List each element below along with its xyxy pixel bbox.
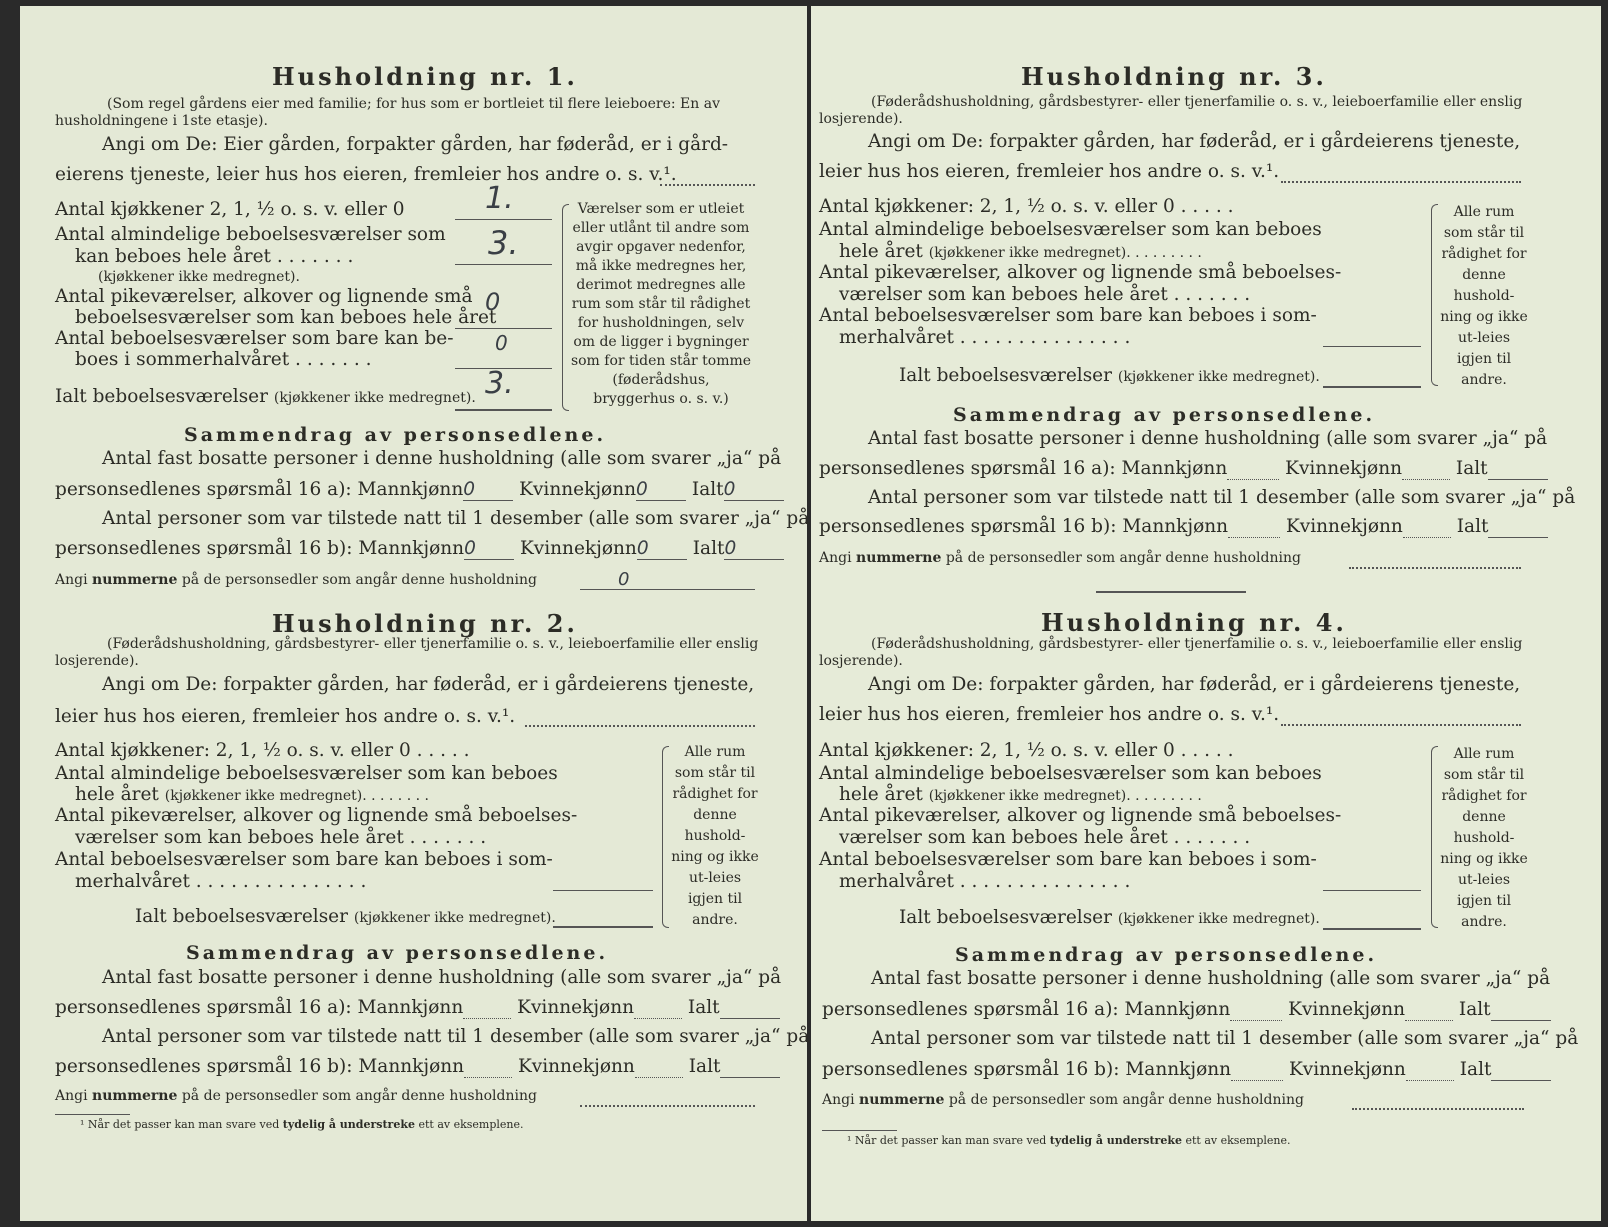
h1-alm-label-3: (kjøkkener ikke medregnet). [98,269,300,285]
h3-nummer-post: på de personsedler som angår denne husholdning [945,550,1301,566]
h4-pike-label-1: Antal pikeværelser, alkover og lignende små beboelses- [819,805,1342,826]
h1-angi-line [660,184,755,186]
h4-title: Husholdning nr. 4. [1041,608,1347,637]
h2-natt-m-label: personsedlenes spørsmål 16 b): Mannkjønn [55,1056,465,1077]
h2-alm-label-1: Antal almindelige beboelsesværelser som kan beboes [55,763,558,784]
h1-angi-1: Angi om De: Eier gården, forpakter gården, har føderåd, er i gård- [102,134,729,155]
h3-natt-1: Antal personer som var tilstede natt til 1 desember (alle som svarer „ja“ på [868,487,1576,508]
h4-natt-m-line [1231,1059,1283,1081]
h1-pike-label-1: Antal pikeværelser, alkover og lignende små [55,286,473,307]
h1-paren: (Som regel gårdens eier med familie; for hus som er bortleiet til flere leieboere: En av husholdningene i 1ste etasje). [55,96,720,129]
h1-side-brace [562,204,569,411]
h2-ialt-label [135,906,556,927]
h4-nummer-line [1352,1108,1524,1110]
h2-fast-i-line [720,997,780,1019]
h1-angi-2: eierens tjeneste, leier hus hos eieren, fremleier hos andre o. s. v.¹. [55,164,677,185]
h4-fast-k-line [1405,999,1453,1021]
h1-ialt-value: 3. [485,366,514,401]
h4-footnote-rule [822,1130,897,1131]
h2-ialt-text: Ialt beboelsesværelser [135,906,348,927]
h1-fast-m-label: personsedlenes spørsmål 16 a): Mannkjønn [55,479,464,500]
h1-som-label-2: boes i sommerhalvåret . . . . . . . [75,349,372,370]
h2-fast-1: Antal fast bosatte personer i denne husholdning (alle som svarer „ja“ på [102,967,782,988]
h4-fast-2 [822,999,1551,1021]
h4-pike-label-2: værelser som kan beboes hele året . . . . . . . [839,827,1251,848]
h4-fast-1: Antal fast bosatte personer i denne husholdning (alle som svarer „ja“ på [871,968,1551,989]
h4-ialt-line [1323,928,1421,930]
h3-fast-m-line [1227,458,1279,480]
h3-som-label-1: Antal beboelsesværelser som bare kan beboes i som- [819,305,1317,326]
h2-fast-i-label: Ialt [687,997,720,1018]
h2-footnote-bold: tydelig å understreke [282,1118,415,1131]
h2-natt-k-line [635,1056,683,1078]
h4-footnote-pre: ¹ Når det passer kan man svare ved [847,1134,1047,1147]
h1-side-note: Værelser som er utleiet eller utlånt til andre som avgir opgaver nedenfor, må ikke medregnes her, derimot medregnes alle rum som står til rådighet for husholdningen, selv om de ligger i bygninger som for tiden står tomme (føderådshus, bryggerhus o. s. v.) [570,201,752,407]
h1-pike-value: 0 [485,288,501,316]
h3-title: Husholdning nr. 3. [1021,62,1327,91]
h3-alm-text: hele året [839,241,923,262]
h3-angi-line [1281,181,1521,183]
h2-side-brace [662,746,669,928]
h4-ialt-label [899,907,1320,928]
h1-kjokken-label: Antal kjøkkener 2, 1, ½ o. s. v. eller 0 [55,199,405,220]
h1-nummer-pre: Angi [55,572,88,588]
h2-footnote [80,1118,524,1131]
h4-side-brace [1431,746,1438,928]
h4-angi-1: Angi om De: forpakter gården, har føderåd, er i gårdeierens tjeneste, [868,674,1521,695]
h2-footnote-post: ett av eksemplene. [418,1118,524,1131]
h1-som-label-1: Antal beboelsesværelser som bare kan be- [55,328,454,349]
h1-pike-line [455,328,552,329]
h4-paren: (Føderådshusholdning, gårdsbestyrer- eller tjenerfamilie o. s. v., leieboerfamilie eller enslig losjerende). [819,636,1523,669]
h4-alm-label-1: Antal almindelige beboelsesværelser som kan beboes [819,763,1322,784]
h1-alm-label-1: Antal almindelige beboelsesværelser som [55,224,446,245]
h1-som-value: 0 [495,331,508,355]
h1-ialt-note: (kjøkkener ikke medregnet). [273,390,476,406]
h1-nummer [55,572,537,588]
h3-nummer-pre: Angi [819,550,852,566]
h1-pike-label-2: beboelsesværelser som kan beboes hele året [75,307,497,328]
h2-angi-2: leier hus hos eieren, fremleier hos andre o. s. v.¹. [55,706,516,727]
h3-ialt-label [899,365,1320,386]
h1-nummer-line [580,589,755,590]
h2-fast-2 [55,997,780,1019]
h3-kjokken-label: Antal kjøkkener: 2, 1, ½ o. s. v. eller 0 . . . . . [819,196,1234,217]
h2-som-label-2: merhalvåret . . . . . . . . . . . . . . . [75,871,367,892]
h4-som-label-1: Antal beboelsesværelser som bare kan beboes i som- [819,849,1317,870]
h1-kjokken-line [455,219,552,220]
h4-fast-i-line [1491,999,1551,1021]
h2-natt-m-line [464,1056,512,1078]
h3-fast-i-label: Ialt [1455,458,1488,479]
h3-fast-k-label: Kvinnekjønn [1285,458,1403,479]
h4-som-label-2: merhalvåret . . . . . . . . . . . . . . . [839,871,1131,892]
h3-sum-title: Sammendrag av personsedlene. [953,404,1376,426]
h2-pike-label-1: Antal pikeværelser, alkover og lignende små beboelses- [55,805,578,826]
h3-side-note: Alle rum som står til rådighet for denne hushold-ning og ikke ut-leies igjen til andre. [1440,204,1528,388]
right-page [811,6,1601,1221]
h2-nummer-post: på de personsedler som angår denne husholdning [181,1088,537,1104]
h4-side-note: Alle rum som står til rådighet for denne hushold-ning og ikke ut-leies igjen til andre. [1440,746,1528,930]
h2-alm-label-2 [75,784,429,805]
h1-fast-2 [55,479,784,501]
h1-title: Husholdning nr. 1. [272,62,578,91]
h2-alm-note: (kjøkkener ikke medregnet). . . . . . . . [164,788,429,804]
h2-natt-k-label: Kvinnekjønn [517,1056,635,1077]
h2-pike-label-2: værelser som kan beboes hele året . . . . . . . [75,827,487,848]
h4-angi-2: leier hus hos eieren, fremleier hos andre o. s. v.¹. [819,704,1280,725]
h3-fast-2 [819,458,1548,480]
h2-kjokken-label: Antal kjøkkener: 2, 1, ½ o. s. v. eller 0 . . . . . [55,740,470,761]
h2-nummer-pre: Angi [55,1088,88,1104]
h2-natt-2 [55,1056,780,1078]
h1-fast-m-value: 0 [463,479,513,501]
h1-ialt-line [455,409,552,411]
h4-fast-k-label: Kvinnekjønn [1288,999,1406,1020]
h3-natt-i-label: Ialt [1456,516,1489,537]
h1-nummer-bold: nummerne [92,572,178,588]
h3-pike-label-2: værelser som kan beboes hele året . . . . . . . [839,284,1251,305]
h4-nummer-bold: nummerne [859,1092,945,1108]
h2-fast-m-line [463,997,511,1019]
h2-natt-1: Antal personer som var tilstede natt til 1 desember (alle som svarer „ja“ på [102,1026,810,1047]
h2-paren: (Føderådshusholdning, gårdsbestyrer- eller tjenerfamilie o. s. v., leieboerfamilie eller enslig losjerende). [55,636,759,669]
h3-paren: (Føderådshusholdning, gårdsbestyrer- eller tjenerfamilie o. s. v., leieboerfamilie eller enslig losjerende). [819,94,1523,127]
h2-nummer-bold: nummerne [92,1088,178,1104]
h2-angi-line [525,725,755,727]
h4-natt-m-label: personsedlenes spørsmål 16 b): Mannkjønn [822,1059,1232,1080]
h3-som-line [1323,346,1421,347]
h4-natt-1: Antal personer som var tilstede natt til 1 desember (alle som svarer „ja“ på [871,1028,1579,1049]
h4-ialt-note: (kjøkkener ikke medregnet). [1117,911,1320,927]
h1-fast-i-label: Ialt [691,479,724,500]
h1-ialt-label [55,386,476,407]
h3-ialt-line [1323,386,1421,388]
h3-ialt-text: Ialt beboelsesværelser [899,365,1112,386]
h4-natt-k-label: Kvinnekjønn [1288,1059,1406,1080]
h1-fast-i-value: 0 [724,479,784,501]
h3-fast-m-label: personsedlenes spørsmål 16 a): Mannkjønn [819,458,1228,479]
h3-alm-note: (kjøkkener ikke medregnet). . . . . . . . . [928,245,1202,261]
h1-natt-2 [55,538,784,560]
h1-natt-k-value: 0 [637,538,687,560]
h2-som-label-1: Antal beboelsesværelser som bare kan beboes i som- [55,849,553,870]
h4-sum-title: Sammendrag av personsedlene. [955,944,1378,966]
h1-alm-line [455,264,552,265]
h4-alm-note: (kjøkkener ikke medregnet). . . . . . . . . [928,788,1202,804]
h1-fast-k-value: 0 [636,479,686,501]
h2-footnote-rule [55,1114,130,1115]
h2-footnote-pre: ¹ Når det passer kan man svare ved [80,1118,280,1131]
h4-natt-2 [822,1059,1551,1081]
h2-nummer-line [580,1105,755,1107]
h3-natt-i-line [1488,516,1548,538]
h2-title: Husholdning nr. 2. [272,609,578,638]
h3-angi-1: Angi om De: forpakter gården, har føderåd, er i gårdeierens tjeneste, [868,131,1521,152]
h1-kjokken-value: 1. [485,181,514,216]
h2-side-note: Alle rum som står til rådighet for denne hushold-ning og ikke ut-leies igjen til andre. [671,744,759,928]
h2-angi-1: Angi om De: forpakter gården, har føderåd, er i gårdeierens tjeneste, [102,674,755,695]
h4-ialt-text: Ialt beboelsesværelser [899,907,1112,928]
h4-natt-i-line [1491,1059,1551,1081]
h1-nummer-value: 0 [618,569,630,590]
h4-alm-label-2 [839,784,1202,805]
h1-natt-m-value: 0 [464,538,514,560]
h1-natt-k-label: Kvinnekjønn [519,538,637,559]
h4-angi-line [1281,724,1521,726]
h3-fast-i-line [1488,458,1548,480]
h4-fast-m-label: personsedlenes spørsmål 16 a): Mannkjønn [822,999,1231,1020]
h2-natt-i-line [720,1056,780,1078]
section-divider [1096,591,1246,593]
h2-fast-m-label: personsedlenes spørsmål 16 a): Mannkjønn [55,997,464,1018]
h3-alm-label-2 [839,241,1202,262]
h1-nummer-post: på de personsedler som angår denne husholdning [181,572,537,588]
h2-ialt-line [553,926,653,928]
h2-nummer [55,1088,537,1104]
h2-natt-i-label: Ialt [688,1056,721,1077]
h1-ialt-text: Ialt beboelsesværelser [55,386,268,407]
h1-alm-value: 3. [488,224,519,262]
h3-natt-k-label: Kvinnekjønn [1285,516,1403,537]
h4-nummer [822,1092,1304,1108]
h1-alm-label-2: kan beboes hele året . . . . . . . [75,246,354,267]
h4-fast-m-line [1230,999,1282,1021]
h4-nummer-pre: Angi [822,1092,855,1108]
left-page [20,6,810,1221]
h4-nummer-post: på de personsedler som angår denne husholdning [948,1092,1304,1108]
h2-alm-text: hele året [75,784,159,805]
h3-angi-2: leier hus hos eieren, fremleier hos andre o. s. v.¹. [819,161,1280,182]
h1-natt-i-value: 0 [724,538,784,560]
h1-fast-k-label: Kvinnekjønn [519,479,637,500]
h4-natt-i-label: Ialt [1459,1059,1492,1080]
h3-natt-m-label: personsedlenes spørsmål 16 b): Mannkjønn [819,516,1229,537]
h3-natt-k-line [1403,516,1451,538]
h3-fast-1: Antal fast bosatte personer i denne husholdning (alle som svarer „ja“ på [868,428,1548,449]
h2-fast-k-line [634,997,682,1019]
h3-pike-label-1: Antal pikeværelser, alkover og lignende små beboelses- [819,262,1342,283]
h4-som-line [1323,890,1421,891]
h1-natt-1: Antal personer som var tilstede natt til 1 desember (alle som svarer „ja“ på [102,508,810,529]
h3-ialt-note: (kjøkkener ikke medregnet). [1117,369,1320,385]
h2-sum-title: Sammendrag av personsedlene. [186,942,609,964]
h4-footnote [847,1134,1291,1147]
h3-fast-k-line [1402,458,1450,480]
h4-footnote-post: ett av eksemplene. [1185,1134,1291,1147]
h4-natt-k-line [1406,1059,1454,1081]
h3-natt-2 [819,516,1548,538]
h4-alm-text: hele året [839,784,923,805]
h4-kjokken-label: Antal kjøkkener: 2, 1, ½ o. s. v. eller 0 . . . . . [819,740,1234,761]
h3-som-label-2: merhalvåret . . . . . . . . . . . . . . . [839,327,1131,348]
h4-fast-i-label: Ialt [1458,999,1491,1020]
h3-nummer [819,550,1301,566]
h3-nummer-line [1349,567,1521,569]
h3-alm-label-1: Antal almindelige beboelsesværelser som kan beboes [819,219,1322,240]
h2-fast-k-label: Kvinnekjønn [517,997,635,1018]
h2-ialt-note: (kjøkkener ikke medregnet). [353,910,556,926]
h1-natt-i-label: Ialt [692,538,725,559]
h1-fast-1: Antal fast bosatte personer i denne husholdning (alle som svarer „ja“ på [102,448,782,469]
h4-footnote-bold: tydelig å understreke [1049,1134,1182,1147]
h3-natt-m-line [1228,516,1280,538]
h1-natt-m-label: personsedlenes spørsmål 16 b): Mannkjønn [55,538,465,559]
h1-sum-title: Sammendrag av personsedlene. [184,424,607,446]
h3-nummer-bold: nummerne [856,550,942,566]
h3-side-brace [1431,204,1438,386]
h2-som-line [553,890,653,891]
